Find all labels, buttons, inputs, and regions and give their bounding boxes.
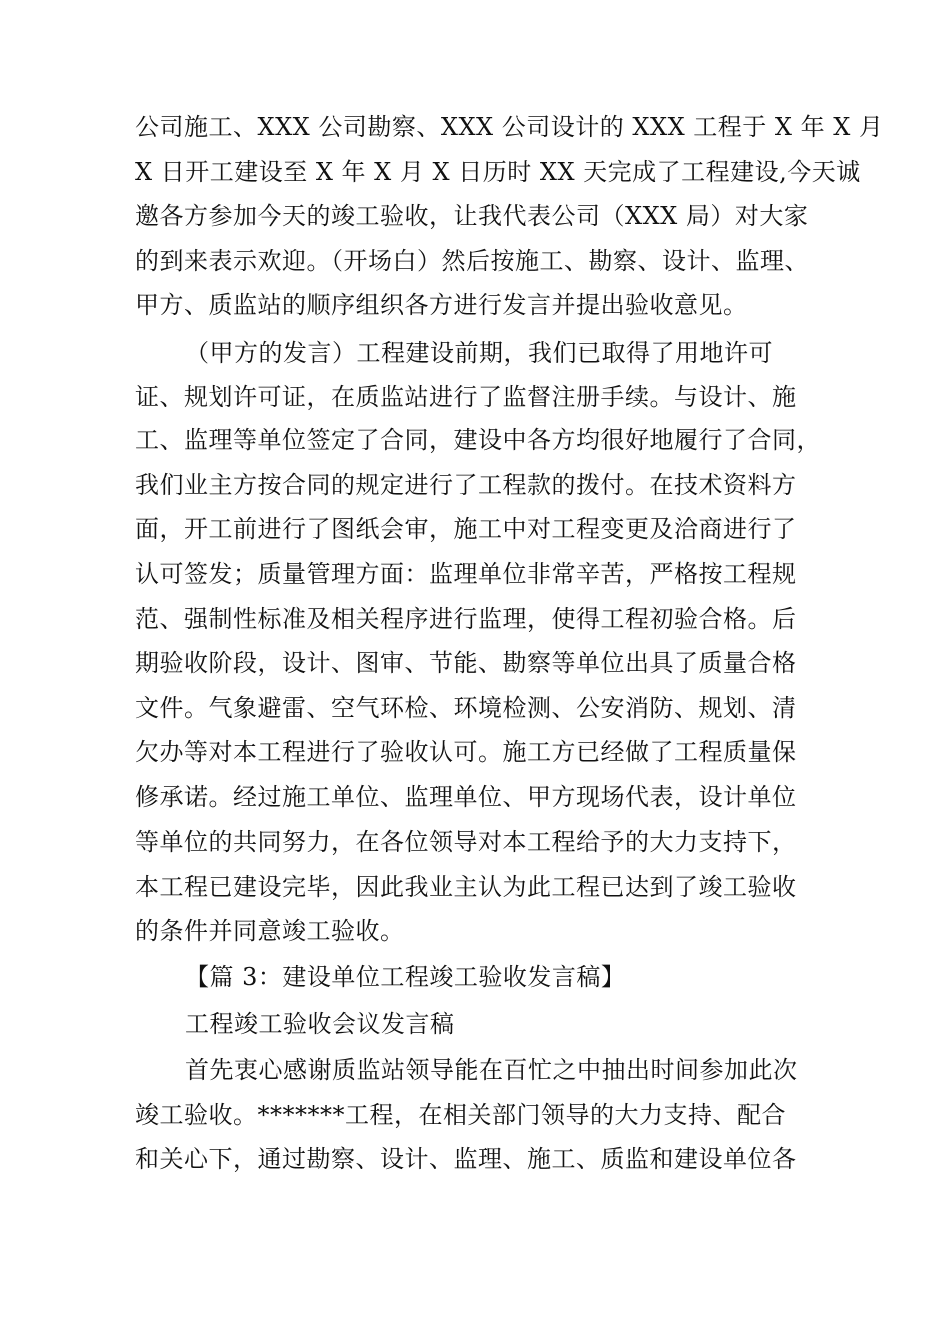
text-line: 范、强制性标准及相关程序进行监理，使得工程初验合格。后 (135, 605, 797, 633)
text-line: 期验收阶段，设计、图审、节能、勘察等单位出具了质量合格 (135, 649, 797, 677)
section-heading: 【篇 3：建设单位工程竣工验收发言稿】 (185, 963, 626, 991)
text-line: 修承诺。经过施工单位、监理单位、甲方现场代表，设计单位 (135, 783, 797, 811)
text-line: 甲方、质监站的顺序组织各方进行发言并提出验收意见。 (135, 291, 748, 319)
text-line: 邀各方参加今天的竣工验收，让我代表公司（XXX 局）对大家 (135, 202, 809, 230)
text-line: 本工程已建设完毕，因此我业主认为此工程已达到了竣工验收 (135, 873, 797, 901)
text-line: 我们业主方按合同的规定进行了工程款的拨付。在技术资料方 (135, 471, 797, 499)
paragraph-first-line: （甲方的发言）工程建设前期，我们已取得了用地许可 (185, 339, 773, 367)
text-line: 竣工验收。*******工程，在相关部门领导的大力支持、配合 (135, 1101, 786, 1129)
text-line: 等单位的共同努力，在各位领导对本工程给予的大力支持下， (135, 828, 797, 856)
text-line: 和关心下，通过勘察、设计、监理、施工、质监和建设单位各 (135, 1145, 797, 1173)
speech-title: 工程竣工验收会议发言稿 (185, 1010, 455, 1038)
paragraph-first-line: 首先衷心感谢质监站领导能在百忙之中抽出时间参加此次 (185, 1056, 798, 1084)
text-line: 的到来表示欢迎。（开场白）然后按施工、勘察、设计、监理、 (135, 247, 809, 275)
text-line: 的条件并同意竣工验收。 (135, 917, 405, 945)
text-line: 文件。气象避雷、空气环检、环境检测、公安消防、规划、清 (135, 694, 797, 722)
text-line: 证、规划许可证，在质监站进行了监督注册手续。与设计、施 (135, 383, 797, 411)
text-line: 面，开工前进行了图纸会审，施工中对工程变更及洽商进行了 (135, 515, 797, 543)
text-line: 欠办等对本工程进行了验收认可。施工方已经做了工程质量保 (135, 738, 797, 766)
text-line: 认可签发；质量管理方面：监理单位非常辛苦，严格按工程规 (135, 560, 797, 588)
text-line: 公司施工、XXX 公司勘察、XXX 公司设计的 XXX 工程于 X 年 X 月 (135, 113, 884, 141)
text-line: 工、监理等单位签定了合同，建设中各方均很好地履行了合同， (135, 426, 821, 454)
text-line: X 日开工建设至 X 年 X 月 X 日历时 XX 天完成了工程建设,今天诚 (135, 158, 861, 186)
